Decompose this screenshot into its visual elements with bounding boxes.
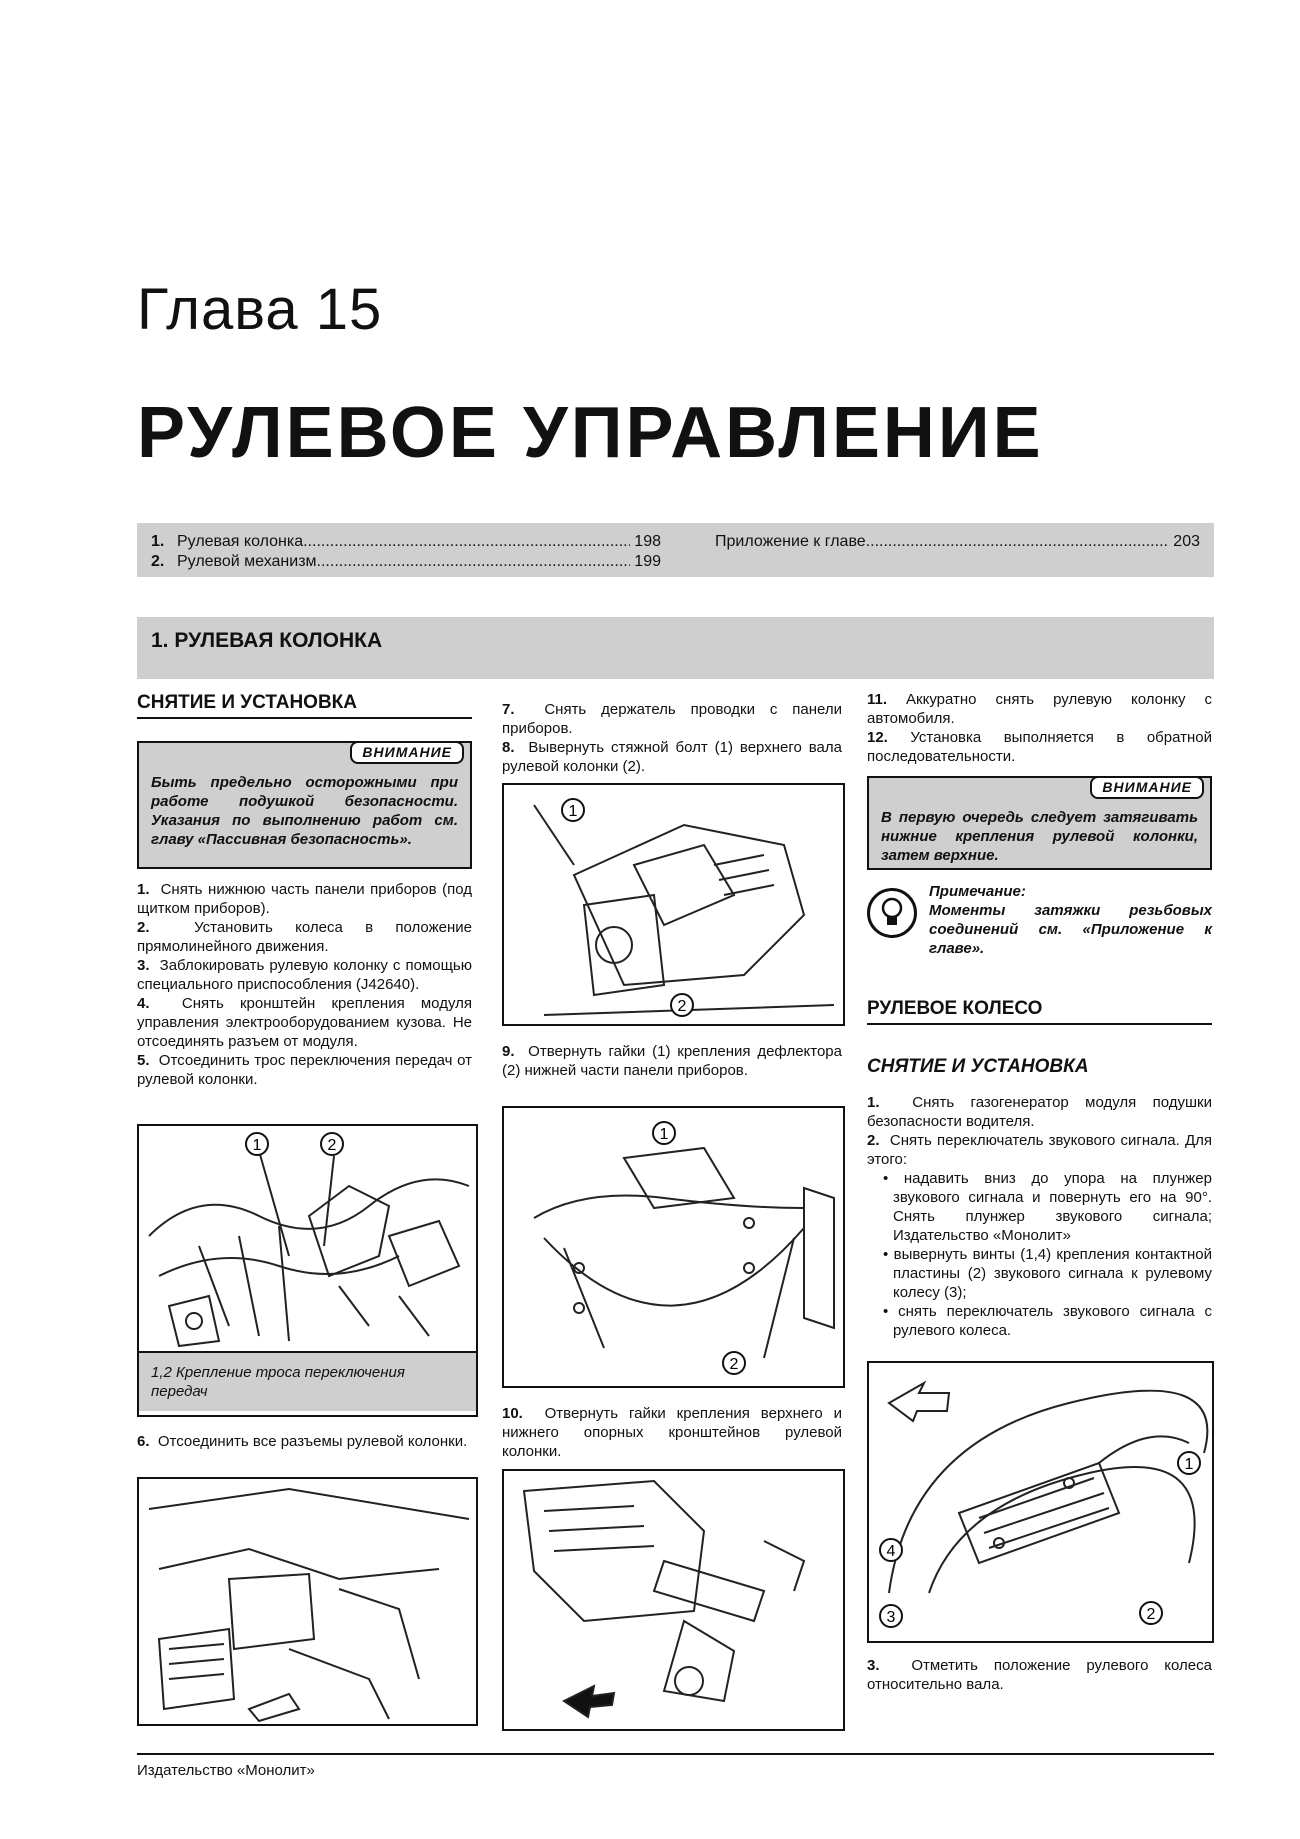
step-number: 4. <box>137 995 150 1012</box>
warning-box <box>867 776 1212 870</box>
svg-text:1: 1 <box>1184 1456 1194 1473</box>
callout-2 <box>321 1133 343 1155</box>
step-text: Отвернуть гайки (1) крепления дефлектора (2) нижней части панели приборов. <box>502 1043 842 1079</box>
toc-page: 199 <box>634 553 661 570</box>
step-item <box>137 1432 472 1451</box>
step-text: Снять переключатель звукового сигнала. Для этого: <box>867 1132 1212 1168</box>
callout-3 <box>880 1605 902 1627</box>
page-title: РУЛЕВОЕ УПРАВЛЕНИЕ <box>137 393 1044 473</box>
step-item <box>137 994 472 1051</box>
step-item <box>867 1131 1212 1169</box>
callout-2 <box>723 1352 745 1374</box>
toc-entry[interactable] <box>715 533 1200 551</box>
step-text: Отвернуть гайки крепления верхнего и нижнего опорных кронштейнов рулевой колонки. <box>502 1405 842 1460</box>
svg-text:1: 1 <box>659 1126 669 1143</box>
step-item <box>867 1093 1212 1131</box>
svg-text:3: 3 <box>886 1609 896 1626</box>
toc-label: Рулевой механизм <box>177 553 317 570</box>
chapter-number: Глава 15 <box>137 277 383 342</box>
toc-label: Приложение к главе <box>715 533 866 550</box>
step-text: Снять газогенератор модуля подушки безопасности водителя. <box>867 1094 1212 1130</box>
svg-text:2: 2 <box>1146 1606 1156 1623</box>
step-number: 12. <box>867 729 888 746</box>
heading-removal: СНЯТИЕ И УСТАНОВКА <box>137 692 472 719</box>
step-text: Вывернуть стяжной болт (1) верхнего вала рулевой колонки (2). <box>502 739 842 775</box>
step-number: 1. <box>137 881 150 898</box>
step-number: 1. <box>867 1094 880 1111</box>
step-number: 6. <box>137 1433 150 1450</box>
heading-steering-wheel: РУЛЕВОЕ КОЛЕСО <box>867 998 1212 1025</box>
warning-tag: ВНИМАНИЕ <box>1090 776 1204 799</box>
callout-2 <box>1140 1602 1162 1624</box>
toc-leader <box>317 553 631 571</box>
figure-caption: 1,2 Крепление троса переключения передач <box>139 1351 476 1411</box>
svg-text:2: 2 <box>327 1137 337 1154</box>
step-item <box>502 1404 842 1461</box>
step-text: Аккуратно снять рулевую колонку с автомобиля. <box>867 691 1213 727</box>
step-number: 8. <box>502 739 515 756</box>
figure-pinch-bolt <box>502 783 845 1026</box>
callout-1 <box>562 799 584 821</box>
table-of-contents <box>137 523 1214 577</box>
footer-publisher: Издательство «Монолит» <box>137 1762 315 1779</box>
figure-brackets <box>502 1469 845 1731</box>
warning-text: Быть предельно осторожными при работе подушкой безопасности. Указания по выполнению работ см. главу «Пассивная безопасность». <box>151 774 458 848</box>
step-text: Установка выполняется в обратной последовательности. <box>867 729 1213 765</box>
bullet-text: снять переключатель звукового сигнала с рулевого колеса. <box>893 1303 1213 1339</box>
step-text: Отметить положение рулевого колеса относительно вала. <box>867 1657 1212 1693</box>
warning-text: В первую очередь следует затягивать нижние крепления рулевой колонки, затем верхние. <box>881 809 1198 864</box>
toc-entry[interactable] <box>151 553 661 571</box>
figure-deflector <box>502 1106 845 1388</box>
svg-text:1: 1 <box>568 803 578 820</box>
illustration <box>504 785 843 1024</box>
note-text: Моменты затяжки резьбовых соединений см. «Приложение к главе». <box>929 902 1212 957</box>
figure-connectors <box>137 1477 478 1726</box>
step-number: 7. <box>502 701 515 718</box>
svg-text:2: 2 <box>729 1356 739 1373</box>
note <box>867 882 1212 958</box>
illustration <box>504 1471 843 1729</box>
step-number: 10. <box>502 1405 523 1422</box>
step-item <box>137 956 472 994</box>
toc-number: 1. <box>151 533 165 550</box>
warning-box <box>137 741 472 869</box>
svg-text:1: 1 <box>252 1137 262 1154</box>
illustration <box>139 1126 476 1351</box>
step-number: 5. <box>137 1052 150 1069</box>
step-item <box>867 728 1212 766</box>
bullet-item: • снять переключатель звукового сигнала с рулевого колеса. <box>883 1303 1213 1339</box>
toc-page: 198 <box>634 533 661 550</box>
svg-text:2: 2 <box>677 998 687 1015</box>
step-text: Установить колеса в положение прямолинейного движения. <box>137 919 472 955</box>
step-number: 11. <box>867 691 888 708</box>
callout-2 <box>671 994 693 1016</box>
step-item <box>137 1051 472 1089</box>
figure-horn-switch <box>867 1361 1214 1643</box>
callout-4 <box>880 1539 902 1561</box>
toc-page: 203 <box>1173 533 1200 550</box>
step-number: 3. <box>137 957 150 974</box>
toc-number: 2. <box>151 553 165 570</box>
step-text: Отсоединить все разъемы рулевой колонки. <box>157 1433 468 1450</box>
callout-1 <box>653 1122 675 1144</box>
step-item <box>502 700 842 738</box>
callout-1 <box>246 1133 268 1155</box>
step-item <box>137 880 472 918</box>
heading-removal-wheel: СНЯТИЕ И УСТАНОВКА <box>867 1056 1089 1077</box>
step-text: Снять кронштейн крепления модуля управления электрооборудованием кузова. Не отсоединять разъем от модуля. <box>137 995 472 1050</box>
svg-text:4: 4 <box>886 1543 896 1560</box>
toc-label: Рулевая колонка <box>177 533 304 550</box>
step-item <box>502 1042 842 1080</box>
step-number: 9. <box>502 1043 515 1060</box>
toc-leader <box>866 533 1170 551</box>
steps-list <box>502 700 842 776</box>
callout-1 <box>1178 1452 1200 1474</box>
step-item <box>502 738 842 776</box>
illustration <box>139 1479 476 1724</box>
steps-list <box>867 1093 1212 1340</box>
footer-divider <box>137 1753 1214 1755</box>
warning-tag: ВНИМАНИЕ <box>350 741 464 764</box>
toc-entry[interactable] <box>151 533 661 551</box>
step-number: 3. <box>867 1657 880 1674</box>
step-text: Отсоединить трос переключения передач от рулевой колонки. <box>137 1052 472 1088</box>
step-item <box>867 690 1212 728</box>
step-text: Снять нижнюю часть панели приборов (под щитком приборов). <box>137 881 472 917</box>
section-header <box>137 617 1214 679</box>
steps-list <box>137 880 472 1089</box>
steps-list <box>867 690 1212 766</box>
step-text: Снять держатель проводки с панели приборов. <box>502 701 842 737</box>
step-number: 2. <box>867 1132 880 1149</box>
bullet-text: надавить вниз до упора на плунжер звукового сигнала и повернуть его на 90°. Снять плунжер звукового сигнала; Издательство «Монолит» <box>893 1170 1212 1244</box>
bullet-text: вывернуть винты (1,4) крепления контактной пластины (2) звукового сигнала к рулевому колесу (3); <box>893 1246 1212 1301</box>
step-number: 2. <box>137 919 150 936</box>
illustration <box>504 1108 843 1386</box>
note-title: Примечание: <box>929 883 1026 900</box>
step-text: Заблокировать рулевую колонку с помощью специального приспособления (J42640). <box>137 957 472 993</box>
step-item <box>867 1656 1212 1694</box>
bullet-item: • надавить вниз до упора на плунжер звукового сигнала и повернуть его на 90°. Снять плунжер звукового сигнала; Издательство «Монолит» <box>883 1170 1212 1244</box>
illustration <box>869 1363 1212 1641</box>
step-item <box>137 918 472 956</box>
figure-gear-cable <box>137 1124 478 1417</box>
bullet-item: • вывернуть винты (1,4) крепления контактной пластины (2) звукового сигнала к рулевому колесу (3); <box>883 1246 1212 1301</box>
section-title: 1. РУЛЕВАЯ КОЛОНКА <box>151 629 383 652</box>
toc-leader <box>303 533 630 551</box>
